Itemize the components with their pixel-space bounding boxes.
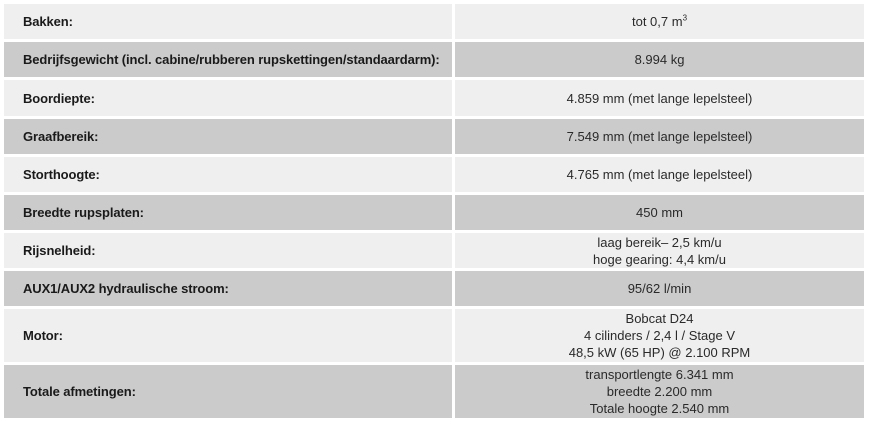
spec-row-dimensions: [4, 365, 864, 418]
spec-value: [455, 42, 864, 77]
spec-row-operating-weight: [4, 42, 864, 77]
spec-value: [455, 119, 864, 154]
spec-value-text: laag bereik– 2,5 km/u: [597, 234, 722, 250]
spec-value-text: 4.859 mm (met lange lepelsteel): [566, 90, 753, 106]
spec-label: Bedrijfsgewicht (incl. cabine/rubberen rupskettingen/standaardarm):: [4, 42, 452, 77]
spec-value: [455, 157, 864, 192]
spec-label: Motor:: [4, 309, 452, 362]
spec-value-text: 48,5 kW (65 HP) @ 2.100 RPM: [568, 345, 751, 360]
spec-row-track-width: [4, 195, 864, 230]
spec-row-dump-height: [4, 157, 864, 192]
spec-value: [455, 80, 864, 116]
spec-value: [455, 195, 864, 230]
spec-label: Bakken:: [4, 4, 452, 39]
specifications-table: [4, 1, 864, 421]
spec-value: [455, 271, 864, 306]
spec-row-engine: [4, 309, 864, 362]
spec-value-text: 450 mm: [636, 205, 683, 220]
spec-value-text: transportlengte 6.341 mm: [585, 367, 734, 382]
spec-value: [455, 309, 864, 362]
spec-label: AUX1/AUX2 hydraulische stroom:: [4, 271, 452, 306]
spec-value-text: tot 0,7 m: [631, 14, 683, 29]
spec-row-digging-depth: [4, 80, 864, 116]
spec-label: Breedte rupsplaten:: [4, 195, 452, 230]
spec-label: Totale afmetingen:: [4, 365, 452, 418]
spec-row-aux-flow: [4, 271, 864, 306]
spec-value-text: breedte 2.200 mm: [606, 384, 713, 399]
spec-label: Boordiepte:: [4, 80, 452, 116]
spec-value-text: 7.549 mm (met lange lepelsteel): [566, 129, 753, 144]
spec-value-text: 4 cilinders / 2,4 l / Stage V: [583, 328, 736, 343]
spec-row-buckets: [4, 4, 864, 39]
spec-value-text: 4.765 mm (met lange lepelsteel): [566, 167, 753, 182]
spec-value-text: 8.994 kg: [634, 52, 685, 67]
spec-value-text: Totale hoogte 2.540 mm: [589, 401, 730, 416]
spec-row-reach: [4, 119, 864, 154]
superscript: 3: [682, 13, 688, 23]
spec-label: Graafbereik:: [4, 119, 452, 154]
spec-value-text: Bobcat D24: [625, 311, 694, 326]
spec-value: [455, 365, 864, 418]
spec-value: [455, 4, 864, 39]
spec-label: Storthoogte:: [4, 157, 452, 192]
spec-value-text: 95/62 l/min: [627, 281, 692, 296]
spec-row-travel-speed: [4, 233, 864, 268]
spec-value: [455, 233, 864, 268]
spec-value-text: hoge gearing: 4,4 km/u: [593, 251, 726, 267]
spec-label: Rijsnelheid:: [4, 233, 452, 268]
